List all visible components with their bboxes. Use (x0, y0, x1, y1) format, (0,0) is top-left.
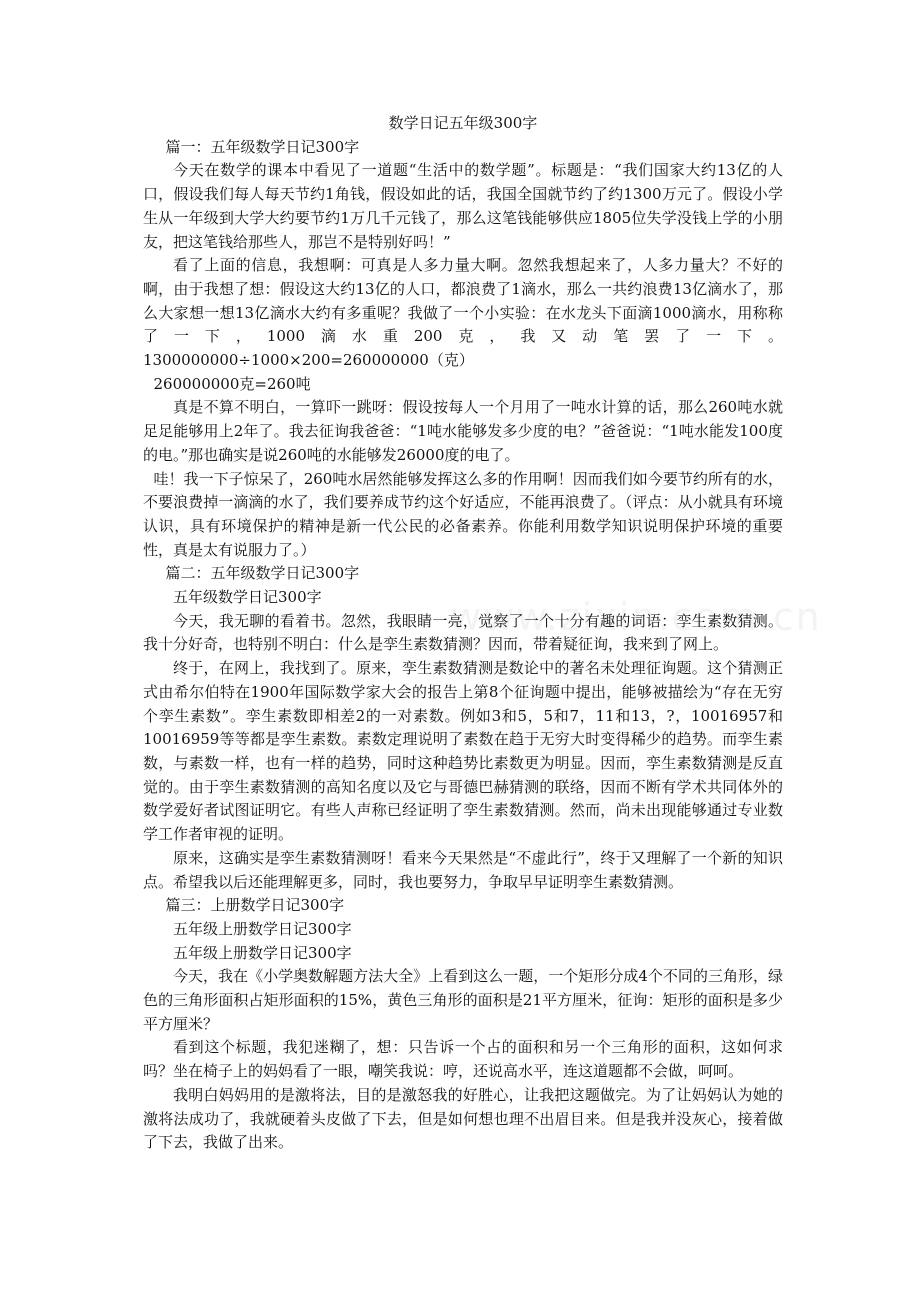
document-body (143, 136, 783, 1155)
paragraph: 五年级数学日记300字 (173, 588, 322, 607)
paragraph: 260000000克=260吨 (153, 374, 311, 393)
paragraph: 原来，这确实是孪生素数猜测呀！看来今天果然是“不虚此行”，终于又理解了一个新的知识点。希望我以后还能理解更多，同时，我也要努力，争取早早证明孪生素数猜测。 (143, 848, 783, 891)
paragraph: 真是不算不明白，一算吓一跳呀：假设按每人一个月用了一吨水计算的话，那么260吨水就足足能够用上2年了。我去征询我爸爸：“1吨水能够发多少度的电？”爸爸说：“1吨水能发100度的电。”那也确实是说260吨的水能够发26000度的电了。 (143, 398, 783, 464)
paragraph: 1300000000÷1000×200=260000000（克） (143, 351, 474, 370)
paragraph: 篇三：上册数学日记300字 (165, 896, 345, 915)
paragraph: 五年级上册数学日记300字 (173, 919, 352, 938)
paragraph: 今天，我在《小学奥数解题方法大全》上看到这么一题，一个矩形分成4个不同的三角形，绿色的三角形面积占矩形面积的15%，黄色三角形的面积是21平方厘米，征询：矩形的面积是多少平方厘米？ (143, 967, 783, 1033)
paragraph: 五年级上册数学日记300字 (173, 943, 352, 962)
watermark (450, 595, 822, 639)
paragraph: 今天在数学的课本中看见了一道题“生活中的数学题”。标题是：“我们国家大约13亿的人口，假设我们每人每天节约1角钱，假设如此的话，我国全国就节约了约1300万元了。假设小学生从一年级到大学大约要节约1万几千元钱了，那么这笔钱能够供应1805位失学没钱上学的小朋友，把这笔钱给那些人，那岂不是特别好吗！” (143, 161, 783, 251)
paragraph: 看了上面的信息，我想啊：可真是人多力量大啊。忽然我想起来了，人多力量大？不好的啊，由于我想了想：假设这大约13亿的人口，都浪费了1滴水，那么一共约浪费13亿滴水了，那么大家想一想13亿滴水大约有多重呢？我做了一个小实验：在水龙头下面滴1000滴水，用称称了一下，1000滴水重200克，我又动笔罢了一下。 (143, 256, 783, 346)
paragraph: 我明白妈妈用的是激将法，目的是激怒我的好胜心，让我把这题做完。为了让妈妈认为她的激将法成功了，我就硬着头皮做了下去，但是如何想也理不出眉目来。但是我并没灰心，接着做了下去，我做了出来。 (143, 1085, 783, 1152)
paragraph: 今天，我无聊的看着书。忽然，我眼睛一亮，觉察了一个十分有趣的词语：孪生素数猜测。我十分好奇，也特别不明白：什么是孪生素数猜测？因而，带着疑征询，我来到了网上。 (143, 611, 783, 654)
paragraph: 看到这个标题，我犯迷糊了，想：只告诉一个占的面积和另一个三角形的面积，这如何求吗？坐在椅子上的妈妈看了一眼，嘲笑我说：哼，还说高水平，连这道题都不会做，呵呵。 (143, 1038, 783, 1081)
document-title: 数学日记五年级300字 (388, 114, 538, 132)
paragraph: 篇二：五年级数学日记300字 (165, 564, 360, 583)
paragraph: 哇！我一下子惊呆了，260吨水居然能够发挥这么多的作用啊！因而我们如今要节约所有的水，不要浪费掉一滴滴的水了，我们要养成节约这个好适应，不能再浪费了。（评点：从小就具有环境认识，具有环境保护的精神是新一代公民的必备素养。你能利用数学知识说明保护环境的重要性，真是太有说服力了。） (143, 469, 783, 559)
paragraph: 篇一：五年级数学日记300字 (165, 137, 360, 156)
paragraph: 终于，在网上，我找到了。原来，孪生素数猜测是数论中的著名未处理征询题。这个猜测正式由希尔伯特在1900年国际数学家大会的报告上第8个征询题中提出，能够被描绘为“存在无穷个孪生素数”。孪生素数即相差2的一对素数。例如3和5，5和7，11和13，?，10016957和10016959等等都是孪生素数。素数定理说明了素数在趋于无穷大时变得稀少的趋势。而孪生素数，与素数一样，也有一样的趋势，同时这种趋势比素数更为明显。因而，孪生素数猜测是反直觉的。由于孪生素数猜测的高知名度以及它与哥德巴赫猜测的联络，因而不断有学术共同体外的数学爱好者试图证明它。有些人声称已经证明了孪生素数猜测。然而，尚未出现能够通过专业数学工作者审视的证明。 (143, 659, 783, 844)
